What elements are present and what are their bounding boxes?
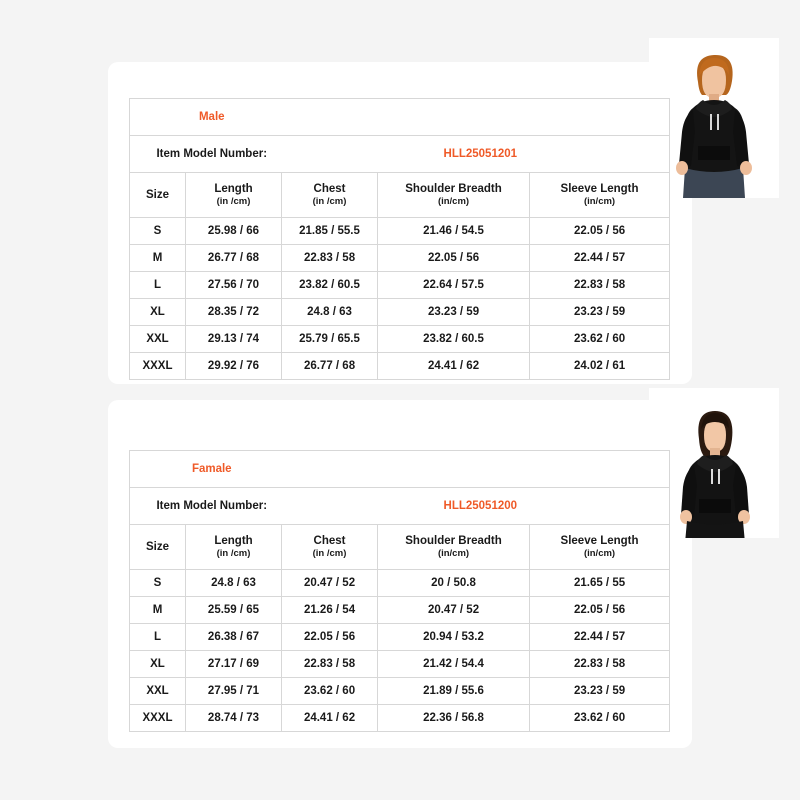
row-size: L [130,624,186,651]
header-length-text: Length [214,534,253,547]
model-number-label: Item Model Number: [130,488,282,525]
header-shoulder-text: Shoulder Breadth [405,182,502,195]
row-shoulder: 23.82 / 60.5 [378,326,530,353]
header-size: Size [130,525,186,570]
header-sleeve-unit: (in/cm) [583,548,616,560]
row-length: 25.59 / 65 [186,597,282,624]
table-row [130,353,670,380]
header-length [186,173,282,218]
header-length-text: Length [214,182,253,195]
header-size: Size [130,173,186,218]
row-shoulder: 20.94 / 53.2 [378,624,530,651]
row-length: 29.92 / 76 [186,353,282,380]
gender-label: Famale [130,451,282,488]
header-shoulder [378,525,530,570]
model-number-row [130,488,670,525]
row-chest: 22.83 / 58 [282,245,378,272]
female-size-table-wrap [129,450,669,732]
row-length: 24.8 / 63 [186,570,282,597]
row-size: XXL [130,678,186,705]
row-length: 28.35 / 72 [186,299,282,326]
row-length: 27.95 / 71 [186,678,282,705]
table-row [130,678,670,705]
row-chest: 23.82 / 60.5 [282,272,378,299]
header-length [186,525,282,570]
row-size: XXXL [130,705,186,732]
row-shoulder: 20 / 50.8 [378,570,530,597]
header-chest [282,173,378,218]
row-length: 26.77 / 68 [186,245,282,272]
row-chest: 24.41 / 62 [282,705,378,732]
gender-label: Male [130,99,282,136]
header-chest [282,525,378,570]
row-shoulder: 22.36 / 56.8 [378,705,530,732]
table-row [130,218,670,245]
row-shoulder: 22.64 / 57.5 [378,272,530,299]
row-shoulder: 21.89 / 55.6 [378,678,530,705]
row-length: 27.17 / 69 [186,651,282,678]
table-row [130,705,670,732]
row-size: XXXL [130,353,186,380]
row-sleeve: 21.65 / 55 [530,570,670,597]
row-shoulder: 21.42 / 54.4 [378,651,530,678]
table-row [130,597,670,624]
table-header-row [130,173,670,218]
row-chest: 22.05 / 56 [282,624,378,651]
row-chest: 22.83 / 58 [282,651,378,678]
header-shoulder-unit: (in/cm) [437,196,470,208]
gender-row [130,99,670,136]
table-row [130,651,670,678]
row-length: 25.98 / 66 [186,218,282,245]
table-row [130,326,670,353]
row-chest: 21.26 / 54 [282,597,378,624]
row-chest: 25.79 / 65.5 [282,326,378,353]
row-sleeve: 23.62 / 60 [530,326,670,353]
row-sleeve: 22.83 / 58 [530,272,670,299]
row-shoulder: 20.47 / 52 [378,597,530,624]
model-number-label: Item Model Number: [130,136,282,173]
header-chest-unit: (in /cm) [312,548,347,560]
row-chest: 24.8 / 63 [282,299,378,326]
table-row [130,624,670,651]
row-sleeve: 23.23 / 59 [530,299,670,326]
header-sleeve [530,525,670,570]
row-size: XL [130,299,186,326]
row-length: 29.13 / 74 [186,326,282,353]
table-row [130,299,670,326]
row-shoulder: 21.46 / 54.5 [378,218,530,245]
row-size: XL [130,651,186,678]
header-sleeve-text: Sleeve Length [560,182,639,195]
table-row [130,245,670,272]
row-chest: 20.47 / 52 [282,570,378,597]
row-sleeve: 22.05 / 56 [530,597,670,624]
row-shoulder: 24.41 / 62 [378,353,530,380]
table-header-row [130,525,670,570]
row-shoulder: 22.05 / 56 [378,245,530,272]
male-size-table-wrap [129,98,669,380]
row-sleeve: 22.44 / 57 [530,624,670,651]
model-number-value: HLL25051200 [282,488,670,525]
header-shoulder [378,173,530,218]
row-size: S [130,570,186,597]
row-sleeve: 22.83 / 58 [530,651,670,678]
row-size: XXL [130,326,186,353]
model-number-row [130,136,670,173]
header-sleeve-unit: (in/cm) [583,196,616,208]
header-shoulder-unit: (in/cm) [437,548,470,560]
male-size-table [129,98,670,380]
row-chest: 23.62 / 60 [282,678,378,705]
table-row [130,570,670,597]
row-size: M [130,597,186,624]
header-length-unit: (in /cm) [216,196,251,208]
gender-blank-cell [282,99,670,136]
row-shoulder: 23.23 / 59 [378,299,530,326]
gender-row [130,451,670,488]
row-sleeve: 24.02 / 61 [530,353,670,380]
row-length: 26.38 / 67 [186,624,282,651]
row-length: 27.56 / 70 [186,272,282,299]
header-length-unit: (in /cm) [216,548,251,560]
row-sleeve: 23.23 / 59 [530,678,670,705]
row-sleeve: 23.62 / 60 [530,705,670,732]
row-chest: 21.85 / 55.5 [282,218,378,245]
female-size-table [129,450,670,732]
row-size: L [130,272,186,299]
table-row [130,272,670,299]
header-shoulder-text: Shoulder Breadth [405,534,502,547]
header-chest-unit: (in /cm) [312,196,347,208]
model-number-value: HLL25051201 [282,136,670,173]
header-sleeve-text: Sleeve Length [560,534,639,547]
header-chest-text: Chest [313,534,346,547]
row-chest: 26.77 / 68 [282,353,378,380]
row-size: M [130,245,186,272]
female-size-card [108,400,692,748]
gender-blank-cell [282,451,670,488]
header-chest-text: Chest [313,182,346,195]
row-length: 28.74 / 73 [186,705,282,732]
row-sleeve: 22.05 / 56 [530,218,670,245]
male-size-card [108,62,692,384]
row-size: S [130,218,186,245]
row-sleeve: 22.44 / 57 [530,245,670,272]
header-sleeve [530,173,670,218]
